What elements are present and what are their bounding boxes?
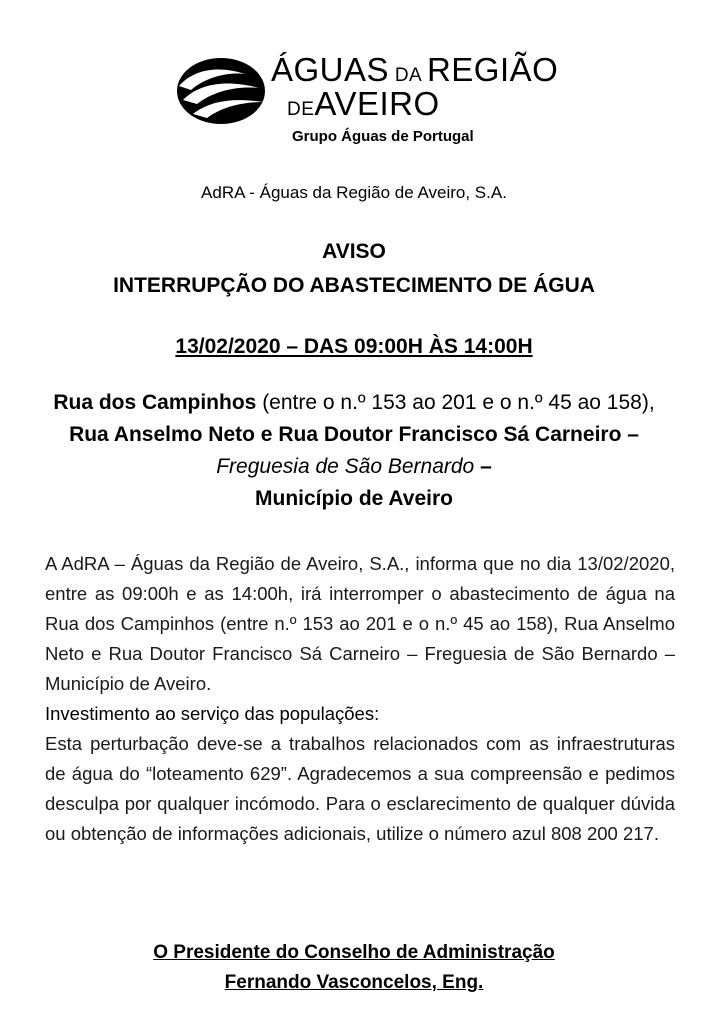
notice-title: INTERRUPÇÃO DO ABASTECIMENTO DE ÁGUA [113, 274, 595, 297]
notice-body [45, 549, 675, 849]
body-paragraph-1: A AdRA – Águas da Região de Aveiro, S.A., informa que no dia 13/02/2020, entre as 09:00h e as 14:00h, irá interromper o abastecimento de água na Rua dos Campinhos (entre n.º 153 ao 201 e o n.º 45 ao 158), Rua Anselmo Neto e Rua Doutor Francisco Sá Carneiro – Freguesia de São Bernardo – Município de Aveiro. [45, 553, 675, 694]
location-dash: – [474, 455, 492, 478]
street-primary-detail: (entre o n.º 153 ao 201 e o n.º 45 ao 158), [256, 391, 655, 414]
streets-secondary: Rua Anselmo Neto e Rua Doutor Francisco Sá Carneiro – [69, 423, 639, 446]
logo-title-line2: DEAVEIRO [287, 85, 440, 122]
parish-name: Freguesia de São Bernardo [216, 455, 475, 478]
body-subheading: Investimento ao serviço das populações: [45, 703, 380, 724]
company-name: AdRA - Águas da Região de Aveiro, S.A. [201, 183, 507, 202]
signature-title: O Presidente do Conselho de Administração [153, 942, 555, 963]
signature-name: Fernando Vasconcelos, Eng. [224, 972, 484, 993]
body-paragraph-2: Esta perturbação deve-se a trabalhos relacionados com as infraestruturas de água do “loteamento 629”. Agradecemos a sua compreensão e pedimos desculpa por qualquer incómodo. Para o esclarecimento de qualquer dúvida ou obtenção de informações adicionais, utilize o número azul 808 200 217. [45, 733, 675, 844]
logo [175, 50, 559, 150]
waves-logo-icon [175, 56, 267, 126]
street-primary: Rua dos Campinhos [53, 391, 257, 414]
affected-location [40, 387, 668, 515]
notice-label: AVISO [322, 240, 386, 263]
logo-title-line1: ÁGUAS DA REGIÃO [271, 51, 559, 88]
logo-group-name: Grupo Águas de Portugal [292, 128, 474, 145]
municipality-name: Município de Aveiro [255, 487, 453, 510]
notice-date: 13/02/2020 – DAS 09:00H ÀS 14:00H [175, 335, 533, 358]
